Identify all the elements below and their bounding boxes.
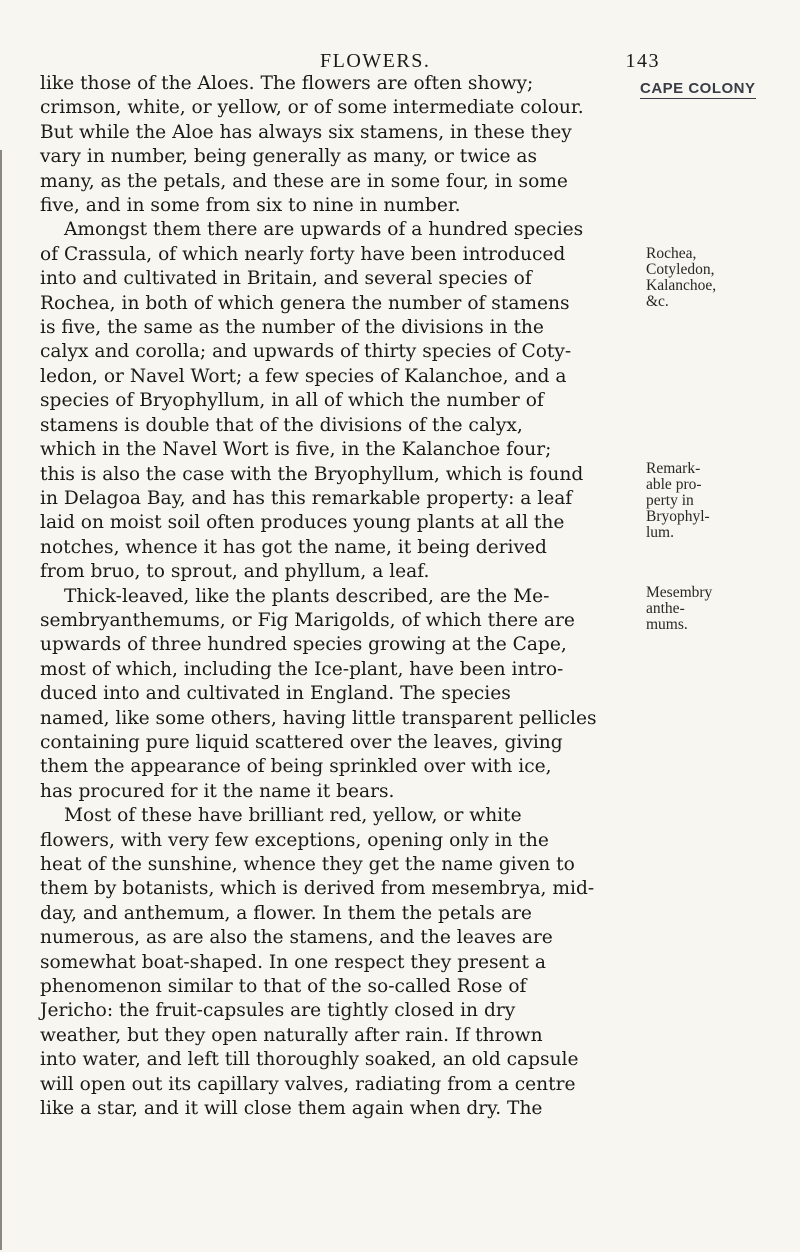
margin-note-line: Cotyledon, [646,261,715,278]
margin-note-line: Rochea, [646,245,697,262]
library-stamp: CAPE COLONY [640,80,756,97]
running-title: FLOWERS. [320,50,431,72]
margin-note-line: Kalanchoe, [646,277,717,294]
text-line: containing pure liquid scattered over the leaves, giving [40,731,563,753]
text-line: phenomenon similar to that of the so-called Rose of [40,976,527,998]
text-line: heat of the sunshine, whence they get the name given to [40,854,575,875]
text-line: weather, but they open naturally after rain. If thrown [40,1024,543,1046]
margin-note-line: anthe- [646,600,685,617]
text-line: has procured for it the name it bears. [40,780,395,802]
text-line: is five, the same as the number of the divisions in the [40,317,544,339]
text-line: numerous, as are also the stamens, and the leaves are [40,927,553,949]
text-line: like those of the Aloes. The flowers are often showy; [40,73,534,94]
margin-note-line: lum. [646,524,674,541]
text-line: day, and anthemum, a flower. In them the petals are [40,902,532,924]
text-line: vary in number, being generally as many, or twice as [40,146,538,168]
margin-note-line: Bryophyl- [646,508,710,525]
text-line: duced into and cultivated in England. The species [40,683,511,705]
margin-note-line: mums. [646,616,688,633]
page-edge-line [0,150,2,1250]
text-line: stamens is double that of the divisions of the calyx, [40,414,523,436]
text-line: named, like some others, having little transparent pellicles [40,707,597,729]
text-line: somewhat boat-shaped. In one respect they present a [40,951,546,973]
page-number: 143 [625,50,660,72]
text-line: like a star, and it will close them again when dry. The [40,1098,543,1120]
margin-note-line: &c. [646,293,669,310]
text-line: most of which, including the Ice-plant, have been intro- [40,658,564,680]
text-line: crimson, white, or yellow, or of some intermediate colour. [40,97,584,119]
running-header [320,50,660,73]
margin-note-line: Mesembry [646,584,713,601]
text-line: upwards of three hundred species growing at the Cape, [40,634,567,656]
margin-note-line: Remark- [646,460,701,477]
text-line: notches, whence it has got the name, it being derived [40,536,547,558]
text-line: this is also the case with the Bryophyllum, which is found [40,463,584,485]
text-line: into water, and left till thoroughly soaked, an old capsule [40,1049,579,1071]
margin-note-mesembryanthemums [646,585,712,633]
text-line: sembryanthemums, or Fig Marigolds, of which there are [40,609,575,631]
margin-note-line: able pro- [646,476,702,493]
margin-note-bryophyllum [646,461,710,541]
text-line: calyx and corolla; and upwards of thirty species of Coty- [40,341,572,363]
text-line: into and cultivated in Britain, and several species of [40,268,532,290]
text-line: flowers, with very few exceptions, opening only in the [40,829,549,851]
text-line: many, as the petals, and these are in some four, in some [40,170,568,192]
text-line: But while the Aloe has always six stamens, in these they [40,121,572,143]
text-line: Rochea, in both of which genera the number of stamens [40,292,570,314]
text-line: in Delagoa Bay, and has this remarkable property: a leaf [40,487,573,509]
text-line: laid on moist soil often produces young plants at all the [40,512,565,534]
body-text [40,72,635,1121]
text-line: will open out its capillary valves, radiating from a centre [40,1073,576,1095]
text-line: Thick-leaved, like the plants described, are the Me- [64,585,550,607]
text-line: species of Bryophyllum, in all of which the number of [40,390,544,412]
text-line: Most of these have brilliant red, yellow, or white [64,805,522,827]
text-line: ledon, or Navel Wort; a few species of Kalanchoe, and a [40,365,567,387]
text-line: which in the Navel Wort is five, in the Kalanchoe four; [40,439,552,461]
margin-note-line: perty in [646,492,694,509]
text-line: of Crassula, of which nearly forty have been introduced [40,243,566,265]
text-line: them the appearance of being sprinkled over with ice, [40,756,552,778]
text-line: Jericho: the fruit-capsules are tightly closed in dry [40,1000,516,1022]
text-line: from bruo, to sprout, and phyllum, a leaf. [40,561,430,583]
text-line: Amongst them there are upwards of a hundred species [64,219,584,241]
text-line: five, and in some from six to nine in number. [40,195,461,217]
text-line: them by botanists, which is derived from mesembrya, mid- [40,878,595,900]
margin-note-rochea [646,246,716,310]
